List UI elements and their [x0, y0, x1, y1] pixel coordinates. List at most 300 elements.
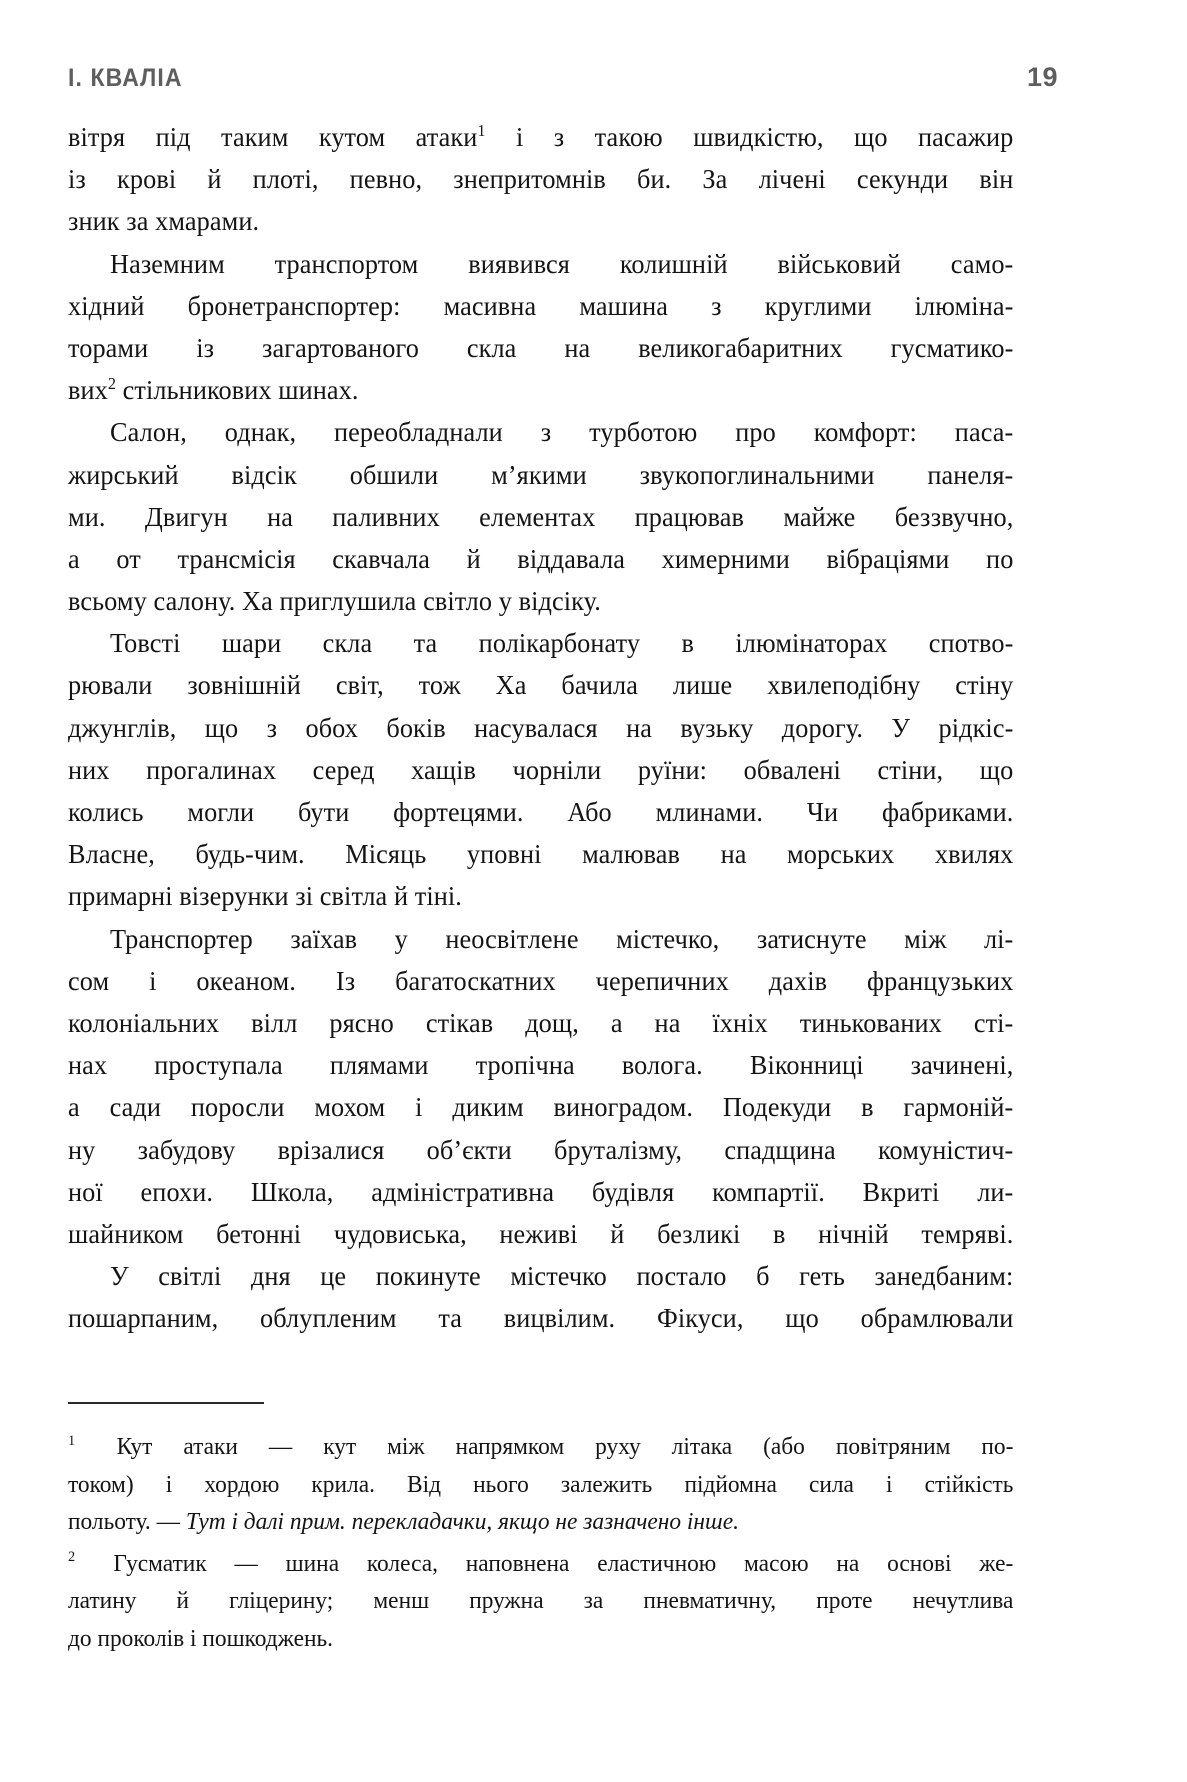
word: атаки: [183, 1433, 238, 1460]
footnote-line: [68, 1620, 1013, 1658]
text-line: [68, 369, 1013, 411]
paragraph: [68, 622, 1058, 917]
word: будівля: [591, 1175, 675, 1207]
word: мохом: [314, 1091, 386, 1123]
word: Вкриті: [862, 1175, 940, 1207]
word: вілл: [251, 1006, 298, 1038]
word: стікав: [425, 1006, 494, 1038]
word: і: [415, 1091, 423, 1123]
word: на: [564, 331, 591, 363]
word: а: [68, 542, 80, 574]
word: чудовиська,: [333, 1217, 467, 1249]
word: рідкіс-: [938, 711, 1014, 743]
word: адміністративна: [371, 1175, 555, 1207]
word: пасажир: [917, 121, 1014, 152]
word: колишній: [619, 247, 728, 279]
word: Чи: [806, 796, 839, 827]
word-with-footnote-ref: вих$^2$: [68, 373, 117, 406]
body-text: [68, 116, 1058, 1339]
word: бетонні: [216, 1217, 302, 1249]
word: проте: [816, 1587, 873, 1614]
word: швидкістю,: [693, 121, 824, 152]
word: плямами: [329, 1049, 429, 1081]
word: сила: [808, 1470, 854, 1498]
text-line: [68, 1297, 1013, 1339]
word: постало: [636, 1260, 727, 1292]
word: що: [979, 753, 1014, 785]
word: чорніли: [512, 753, 602, 785]
text-line: [68, 285, 1013, 327]
word: Транспортер: [110, 922, 253, 954]
word: такою: [594, 121, 663, 152]
footnote: [68, 1545, 1058, 1658]
word: паливних: [332, 500, 440, 532]
footnote-attribution-italic: Тут і далі прим. перекладачки, якщо не зазначено інше.: [185, 1508, 739, 1535]
word: могли: [187, 796, 255, 827]
word: У: [110, 1260, 129, 1292]
text-line: [68, 538, 1013, 580]
word: диким: [452, 1091, 524, 1123]
footnote-line: [68, 1582, 1013, 1620]
word: і: [886, 1470, 893, 1498]
word: крила.: [311, 1470, 375, 1498]
word: масивна: [443, 289, 537, 321]
text-line: [68, 580, 1013, 622]
word: в: [773, 1217, 786, 1249]
word: ілюміна-: [914, 289, 1014, 321]
word: напрямком: [455, 1433, 565, 1460]
word: круглими: [764, 289, 872, 321]
word: й: [466, 542, 481, 574]
word: літака: [671, 1433, 733, 1460]
word: відсік: [231, 458, 297, 490]
word: скавчала: [332, 542, 430, 574]
word: комуністич-: [878, 1133, 1014, 1165]
word: військовий: [777, 247, 901, 279]
text-line: [68, 960, 1013, 1002]
word: що: [854, 121, 888, 152]
word: бути: [297, 796, 350, 827]
word: фабриками.: [881, 796, 1014, 827]
word: Кут: [116, 1433, 153, 1460]
word: з: [711, 289, 722, 321]
word: руху: [595, 1433, 641, 1460]
word: вітря: [68, 121, 126, 152]
word: насувалася: [474, 711, 598, 743]
word: сади: [109, 1091, 162, 1123]
word: ми.: [68, 500, 106, 532]
word: знепритомнів: [453, 163, 606, 195]
word: ну: [68, 1133, 96, 1165]
word: будь-чим.: [195, 838, 305, 870]
word: гусматико-: [890, 331, 1014, 363]
word: між: [904, 922, 947, 954]
word: скла: [466, 331, 517, 363]
word: лише: [672, 669, 733, 701]
footnote-line: [68, 1545, 1013, 1583]
word: таким: [221, 121, 289, 152]
word: гармоній-: [903, 1091, 1014, 1123]
text-line: [68, 454, 1013, 496]
text-line: [68, 1213, 1013, 1255]
word: повітряним: [835, 1433, 951, 1460]
word: на: [836, 1549, 860, 1577]
word: Наземним: [110, 247, 225, 279]
word: врізалися: [277, 1133, 385, 1165]
word: фортецями.: [393, 796, 524, 827]
word: кутом: [318, 121, 386, 152]
word: них: [68, 753, 110, 785]
text-line: [68, 791, 1013, 833]
word: він: [979, 163, 1014, 195]
text-line: [68, 1171, 1013, 1213]
word: обвалені: [743, 753, 841, 785]
word: черепичних: [595, 964, 729, 996]
word: млинами.: [655, 796, 764, 827]
word: колись: [68, 796, 144, 827]
word: шари: [221, 627, 282, 659]
page-content: [68, 62, 1123, 1339]
word: містечко: [510, 1260, 607, 1292]
paragraph: [68, 243, 1058, 412]
word: м’якими: [491, 458, 587, 490]
word: тож: [418, 669, 461, 701]
word: обшили: [349, 458, 439, 490]
word: багатоскатних: [395, 964, 556, 996]
word: ілюмінаторах: [735, 627, 888, 659]
word: дня: [250, 1260, 291, 1292]
footnote-reference[interactable]: 1: [477, 120, 486, 140]
word: дахів: [768, 964, 828, 996]
word: турботою: [589, 416, 698, 448]
word: французьких: [867, 964, 1014, 996]
word: Від: [407, 1470, 442, 1498]
word: беззвучно,: [894, 500, 1014, 532]
word: океаном.: [196, 964, 296, 996]
word: руїни:: [637, 753, 708, 785]
text-line: [68, 664, 1013, 706]
word: шина: [285, 1549, 340, 1577]
word: за: [583, 1587, 604, 1614]
word: ної: [68, 1175, 103, 1207]
word: виноградом.: [553, 1091, 693, 1123]
text-line: [68, 875, 1013, 917]
word: підйомна: [684, 1470, 777, 1498]
word: неживі: [499, 1217, 578, 1249]
word: неосвітлене: [445, 922, 579, 954]
word: примарні візерунки зі світла й тіні.: [68, 880, 462, 912]
footnote-line: [68, 1428, 1013, 1466]
text-line: [68, 1044, 1013, 1086]
word: й: [610, 1217, 625, 1249]
word: Або: [567, 796, 612, 827]
word: стіни,: [877, 753, 944, 785]
word: хідний: [68, 289, 145, 321]
word: Віконниці: [749, 1049, 864, 1081]
word: серед: [312, 753, 375, 785]
text-line: [68, 749, 1013, 791]
paragraph: [68, 116, 1058, 243]
word: під: [155, 121, 191, 152]
word: містечко,: [616, 922, 720, 954]
word: сті-: [973, 1006, 1014, 1038]
word: нічній: [818, 1217, 889, 1249]
word: джунглів,: [68, 711, 177, 743]
word: рювали: [68, 669, 153, 701]
word: уповні: [466, 838, 542, 870]
word: звукопоглинальними: [639, 458, 875, 490]
word: безликі: [657, 1217, 741, 1249]
word: з: [266, 711, 278, 743]
word: по-: [981, 1433, 1014, 1460]
word: боків: [386, 711, 446, 743]
word: об’єкти: [426, 1133, 512, 1165]
word: нечутлива: [912, 1587, 1014, 1614]
word: У: [891, 711, 911, 743]
word: паса-: [954, 416, 1014, 448]
word: хвилях: [934, 838, 1014, 870]
word: сом: [68, 964, 110, 996]
word: темряві.: [921, 1217, 1014, 1249]
word: колоніальних: [68, 1006, 220, 1038]
word: світлі: [158, 1260, 222, 1292]
word: Двигун: [144, 500, 228, 532]
word: нього: [473, 1470, 529, 1498]
word: током): [68, 1470, 134, 1498]
word: торами: [68, 331, 149, 363]
word: поросли: [190, 1091, 285, 1123]
word: комфорт:: [813, 416, 917, 448]
word: нах: [68, 1049, 108, 1081]
word: жирський: [68, 458, 179, 490]
word: шайником: [68, 1217, 184, 1249]
word: з: [553, 121, 565, 152]
word: малював: [582, 838, 680, 870]
word: по: [986, 542, 1014, 574]
word: зник за хмарами.: [68, 205, 260, 237]
word: що: [204, 711, 239, 743]
word: б: [756, 1260, 770, 1292]
word: про: [735, 416, 776, 448]
word: крові: [117, 163, 177, 195]
word: всьому салону. Ха приглушила світло у відсіку.: [68, 585, 601, 617]
word: певно,: [349, 163, 423, 195]
word: в: [681, 627, 694, 659]
word: виявився: [468, 247, 570, 279]
word: Подекуди: [722, 1091, 832, 1123]
text-line: [68, 411, 1013, 453]
word: епохи.: [140, 1175, 214, 1207]
paragraph: [68, 918, 1058, 1256]
footnote-separator-rule: [68, 1402, 264, 1404]
word: бачила: [561, 669, 638, 701]
word: і: [165, 1470, 173, 1498]
word: волога.: [621, 1049, 703, 1081]
word: хвилеподібну: [767, 669, 921, 701]
word: Товсті: [110, 627, 181, 659]
word: пневматичну,: [643, 1587, 777, 1614]
word: менш: [373, 1587, 430, 1614]
word: лічені: [758, 163, 826, 195]
word: а: [610, 1006, 623, 1038]
word: між: [387, 1433, 425, 1460]
running-header: [68, 62, 1058, 108]
word: що: [785, 1302, 819, 1334]
word: геть: [799, 1260, 845, 1292]
word: переобладнали: [334, 416, 503, 448]
footnote-reference[interactable]: 2: [107, 373, 117, 393]
word: от: [116, 542, 141, 574]
word: Ха: [495, 669, 527, 701]
text-line: [68, 158, 1013, 200]
word: залежить: [560, 1470, 653, 1498]
footnote-line: [68, 1466, 1013, 1504]
word: машина: [579, 289, 669, 321]
word: —: [268, 1433, 293, 1460]
paragraph: [68, 1255, 1058, 1339]
word: наповнена: [465, 1549, 570, 1577]
word: на: [626, 711, 652, 743]
text-line: [68, 1255, 1013, 1297]
word: хащів: [411, 753, 477, 785]
word: й: [207, 163, 222, 195]
word: облупленим: [260, 1302, 397, 1334]
word: масою: [744, 1549, 809, 1577]
text-line: [68, 833, 1013, 875]
word: великогабаритних: [638, 331, 843, 363]
word: з: [540, 416, 552, 448]
text-line: [68, 918, 1013, 960]
word: —: [234, 1549, 258, 1577]
word: загартованого: [262, 331, 419, 363]
text-line: [68, 243, 1013, 285]
text-line: [68, 327, 1013, 369]
word-with-footnote-ref: атаки$^1$: [415, 120, 486, 152]
word: обох: [305, 711, 358, 743]
word: химерними: [661, 542, 790, 574]
word: шинах.: [278, 374, 359, 406]
word: спадщина: [724, 1133, 836, 1165]
word: стійкість: [924, 1470, 1014, 1498]
word: дорогу.: [781, 711, 864, 743]
word: морських: [787, 838, 895, 870]
word: Місяць: [345, 838, 427, 870]
word: й: [176, 1587, 190, 1614]
word: секунди: [856, 163, 949, 195]
word: елементах: [479, 500, 596, 532]
word: компартії.: [712, 1175, 825, 1207]
word: вицвілим.: [503, 1302, 616, 1334]
word: ли-: [977, 1175, 1014, 1207]
word: польоту. —: [68, 1508, 181, 1535]
word: заїхав: [290, 922, 358, 954]
word: За: [702, 163, 728, 195]
word: бруталізму,: [553, 1133, 683, 1165]
word: світ,: [335, 669, 384, 701]
word: занедбаним:: [874, 1260, 1014, 1292]
word: Гусматик: [113, 1549, 207, 1577]
word: стільникових: [122, 374, 272, 406]
word: (або: [763, 1433, 805, 1460]
word: рясно: [329, 1006, 394, 1038]
word: полікарбонату: [478, 627, 641, 659]
word: працював: [634, 500, 745, 532]
word: проступала: [154, 1049, 283, 1081]
word: гліцерину;: [229, 1587, 334, 1614]
text-line: [68, 496, 1013, 538]
word: із: [196, 331, 215, 363]
text-line: [68, 1002, 1013, 1044]
word: на: [720, 838, 747, 870]
word: би.: [637, 163, 672, 195]
footnote-line: [68, 1503, 1013, 1541]
word: Фікуси,: [656, 1302, 744, 1334]
word: забудову: [137, 1133, 236, 1165]
word: та: [438, 1302, 463, 1334]
word: стіну: [955, 669, 1014, 701]
word: колеса,: [366, 1549, 438, 1577]
word: і: [515, 121, 524, 152]
word: основі: [887, 1549, 952, 1577]
word: майже: [783, 500, 856, 532]
footnote: [68, 1428, 1058, 1541]
footnote-marker: 2: [68, 1549, 76, 1566]
word: панеля-: [927, 458, 1014, 490]
word: Салон,: [110, 416, 187, 448]
word: у: [394, 922, 408, 954]
page-number: 19: [1026, 62, 1058, 92]
word: зачинені,: [910, 1049, 1014, 1081]
paragraph: [68, 411, 1058, 622]
word: на: [267, 500, 293, 532]
text-line: [68, 622, 1013, 664]
text-line: [68, 200, 1013, 242]
text-line: [68, 707, 1013, 749]
word: і: [149, 964, 157, 996]
word: на: [654, 1006, 681, 1038]
word: однак,: [224, 416, 297, 448]
word: обрамлювали: [860, 1302, 1014, 1334]
word: хордою: [204, 1470, 280, 1498]
word: пружна: [469, 1587, 544, 1614]
word: транспортом: [274, 247, 419, 279]
footnote-marker: 1: [68, 1432, 76, 1449]
word: це: [320, 1260, 347, 1292]
word: бронетранспортер:: [187, 289, 401, 321]
footnotes-section: [68, 1402, 1058, 1661]
word: зовнішній: [187, 669, 301, 701]
word: із: [68, 163, 86, 195]
word: трансмісія: [177, 542, 296, 574]
word: затиснуте: [756, 922, 867, 954]
word: же-: [979, 1549, 1014, 1577]
word: спотво-: [928, 627, 1014, 659]
word: тинькованих: [799, 1006, 942, 1038]
running-head-title: I. КВАЛІА: [68, 64, 183, 92]
word: а: [68, 1091, 80, 1123]
footnote-list: [68, 1428, 1058, 1657]
word: дощ,: [525, 1006, 579, 1038]
word: Школа,: [250, 1175, 334, 1207]
word: вузьку: [680, 711, 754, 743]
text-line: [68, 116, 1013, 158]
word: скла: [322, 627, 373, 659]
word: їхніх: [712, 1006, 768, 1038]
text-line: [68, 1129, 1013, 1171]
word: та: [413, 627, 438, 659]
word: прогалинах: [146, 753, 277, 785]
word: латину: [68, 1587, 137, 1614]
